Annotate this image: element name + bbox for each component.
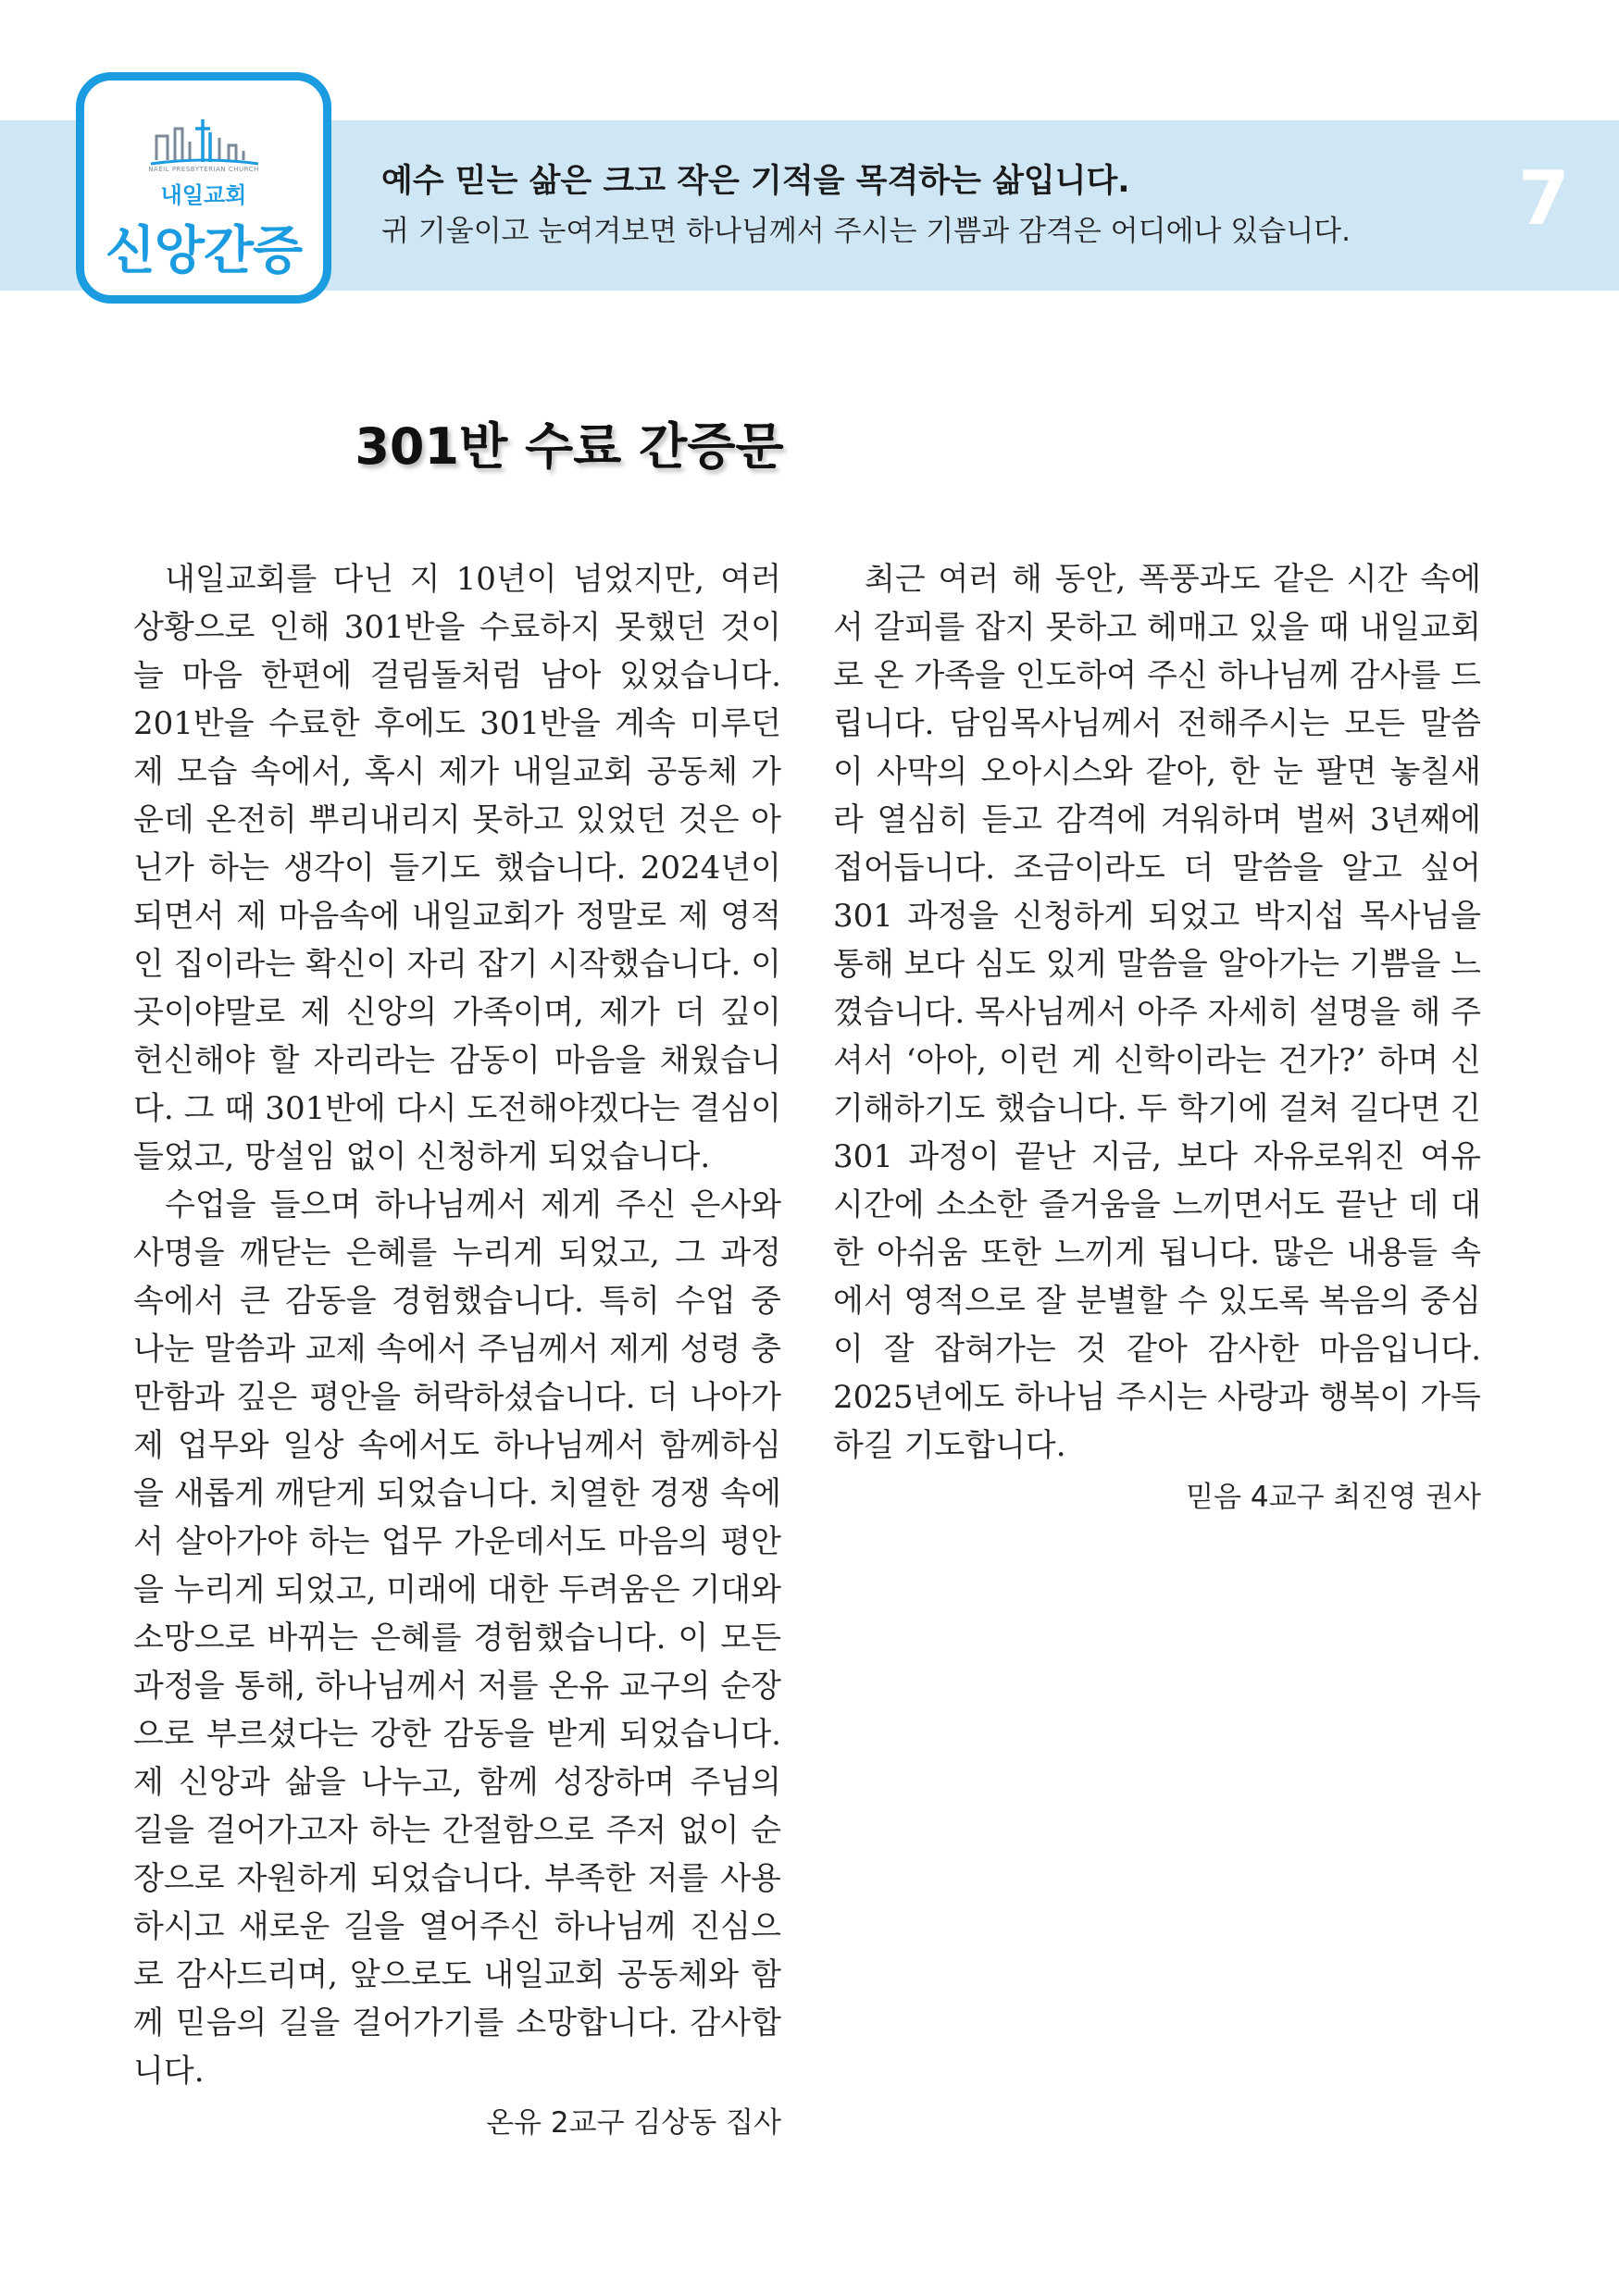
section-logo xyxy=(76,72,331,304)
logo-subtitle: NAEIL PRESBYTERIAN CHURCH xyxy=(148,166,259,173)
right-column xyxy=(833,555,1481,1521)
logo-name: 내일교회 xyxy=(160,182,247,208)
page-number: 7 xyxy=(1518,155,1570,242)
testimony-paragraph: 수업을 들으며 하나님께서 제게 주신 은사와 사명을 깨닫는 은혜를 누리게 되었고, 그 과정 속에서 큰 감동을 경험했습니다. 특히 수업 중 나눈 말씀과 교제 속에서 주님께서 제게 성령 충만함과 깊은 평안을 허락하셨습니다. 더 나아가 제 업무와 일상 속에서도 하나님께서 함께하심을 새롭게 깨닫게 되었습니다. 치열한 경쟁 속에서 살아가야 하는 업무 가운데서도 마음의 평안을 누리게 되었고, 미래에 대한 두려움은 기대와 소망으로 바뀌는 은혜를 경험했습니다. 이 모든 과정을 통해, 하나님께서 저를 온유 교구의 순장으로 부르셨다는 강한 감동을 받게 되었습니다. 제 신앙과 삶을 나누고, 함께 성장하며 주님의 길을 걸어가고자 하는 간절함으로 주저 없이 순장으로 자원하게 되었습니다. 부족한 저를 사용하시고 새로운 길을 열어주신 하나님께 진심으로 감사드리며, 앞으로도 내일교회 공동체와 함께 믿음의 길을 걸어가기를 소망합니다. 감사합니다. xyxy=(133,1186,781,2090)
author-signature: 믿음 4교구 최진영 권사 xyxy=(1186,1481,1481,1514)
header-title: 예수 믿는 삶은 크고 작은 기적을 목격하는 삶입니다. xyxy=(381,163,1130,200)
left-column xyxy=(133,555,781,2147)
testimony-paragraph: 내일교회를 다닌 지 10년이 넘었지만, 여러 상황으로 인해 301반을 수료하지 못했던 것이 늘 마음 한편에 걸림돌처럼 남아 있었습니다. 201반을 수료한 후에도 301반을 계속 미루던 제 모습 속에서, 혹시 제가 내일교회 공동체 가운데 온전히 뿌리내리지 못하고 있었던 것은 아닌가 하는 생각이 들기도 했습니다. 2024년이 되면서 제 마음속에 내일교회가 정말로 제 영적인 집이라는 확신이 자리 잡기 시작했습니다. 이 곳이야말로 제 신앙의 가족이며, 제가 더 깊이 헌신해야 할 자리라는 감동이 마음을 채웠습니다. 그 때 301반에 다시 도전해야겠다는 결심이 들었고, 망설임 없이 신청하게 되었습니다. xyxy=(133,561,781,1175)
header-subtitle: 귀 기울이고 눈여겨보면 하나님께서 주시는 기쁨과 감격은 어디에나 있습니다. xyxy=(381,215,1351,248)
author-signature: 온유 2교구 김상동 집사 xyxy=(486,2106,781,2140)
section-label: 신앙간증 xyxy=(105,221,303,281)
church-skyline-icon xyxy=(149,114,260,169)
article-title: 301반 수료 간증문 xyxy=(355,417,784,476)
testimony-paragraph: 최근 여러 해 동안, 폭풍과도 같은 시간 속에서 갈피를 잡지 못하고 헤매고 있을 때 내일교회로 온 가족을 인도하여 주신 하나님께 감사를 드립니다. 담임목사님께서 전해주시는 모든 말씀이 사막의 오아시스와 같아, 한 눈 팔면 놓칠새라 열심히 듣고 감격에 겨워하며 벌써 3년째에 접어듭니다. 조금이라도 더 말씀을 알고 싶어 301 과정을 신청하게 되었고 박지섭 목사님을 통해 보다 심도 있게 말씀을 알아가는 기쁨을 느꼈습니다. 목사님께서 아주 자세히 설명을 해 주셔서 ‘아아, 이런 게 신학이라는 건가?’ 하며 신기해하기도 했습니다. 두 학기에 걸쳐 길다면 긴 301 과정이 끝난 지금, 보다 자유로워진 여유 시간에 소소한 즐거움을 느끼면서도 끝난 데 대한 아쉬움 또한 느끼게 됩니다. 많은 내용들 속에서 영적으로 잘 분별할 수 있도록 복음의 중심이 잘 잡혀가는 것 같아 감사한 마음입니다. 2025년에도 하나님 주시는 사랑과 행복이 가득하길 기도합니다. xyxy=(833,561,1481,1464)
